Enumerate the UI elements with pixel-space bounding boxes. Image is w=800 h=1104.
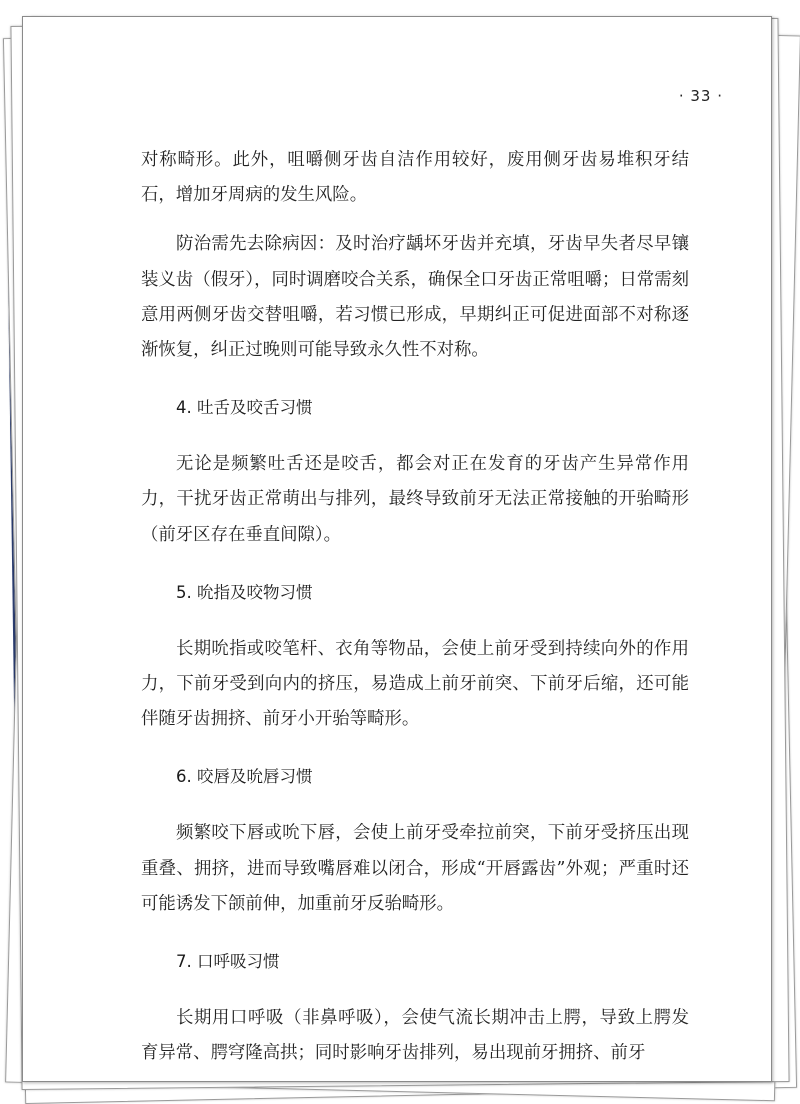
page-content	[141, 143, 689, 1071]
section-heading: 4. 吐舌及咬舌习惯	[176, 398, 313, 418]
book-page	[22, 16, 772, 1082]
paragraph: 无论是频繁吐舌还是咬舌，都会对正在发育的牙齿产生异常作用力，干扰牙齿正常萌出与排列，最终导致前牙无法正常接触的开骀畸形（前牙区存在垂直间隙）。	[141, 454, 689, 545]
paragraph: 防治需先去除病因：及时治疗龋坏牙齿并充填，牙齿早失者尽早镶装义齿（假牙），同时调磨咬合关系，确保全口牙齿正常咀嚼；日常需刻意用两侧牙齿交替咀嚼，若习惯已形成，早期纠正可促进面部不对称逐渐恢复，纠正过晚则可能导致永久性不对称。	[141, 234, 689, 361]
paragraph: 对称畸形。此外，咀嚼侧牙齿自洁作用较好，废用侧牙齿易堆积牙结石，增加牙周病的发生风险。	[141, 150, 689, 206]
paragraph: 长期用口呼吸（非鼻呼吸），会使气流长期冲击上腭，导致上腭发育异常、腭穹隆高拱；同时影响牙齿排列，易出现前牙拥挤、前牙	[141, 1008, 689, 1064]
paragraph: 长期吮指或咬笔杆、衣角等物品，会使上前牙受到持续向外的作用力，下前牙受到向内的挤压，易造成上前牙前突、下前牙后缩，还可能伴随牙齿拥挤、前牙小开骀等畸形。	[141, 638, 689, 730]
paragraph: 频繁咬下唇或吮下唇，会使上前牙受牵拉前突，下前牙受挤压出现重叠、拥挤，进而导致嘴唇难以闭合，形成“开唇露齿”外观；严重时还可能诱发下颌前伸，加重前牙反骀畸形。	[141, 823, 689, 914]
section-heading: 6. 咬唇及吮唇习惯	[176, 767, 313, 787]
page-number: · 33 ·	[678, 87, 723, 105]
section-heading: 5. 吮指及咬物习惯	[176, 582, 313, 602]
section-heading: 7. 口呼吸习惯	[176, 952, 280, 972]
